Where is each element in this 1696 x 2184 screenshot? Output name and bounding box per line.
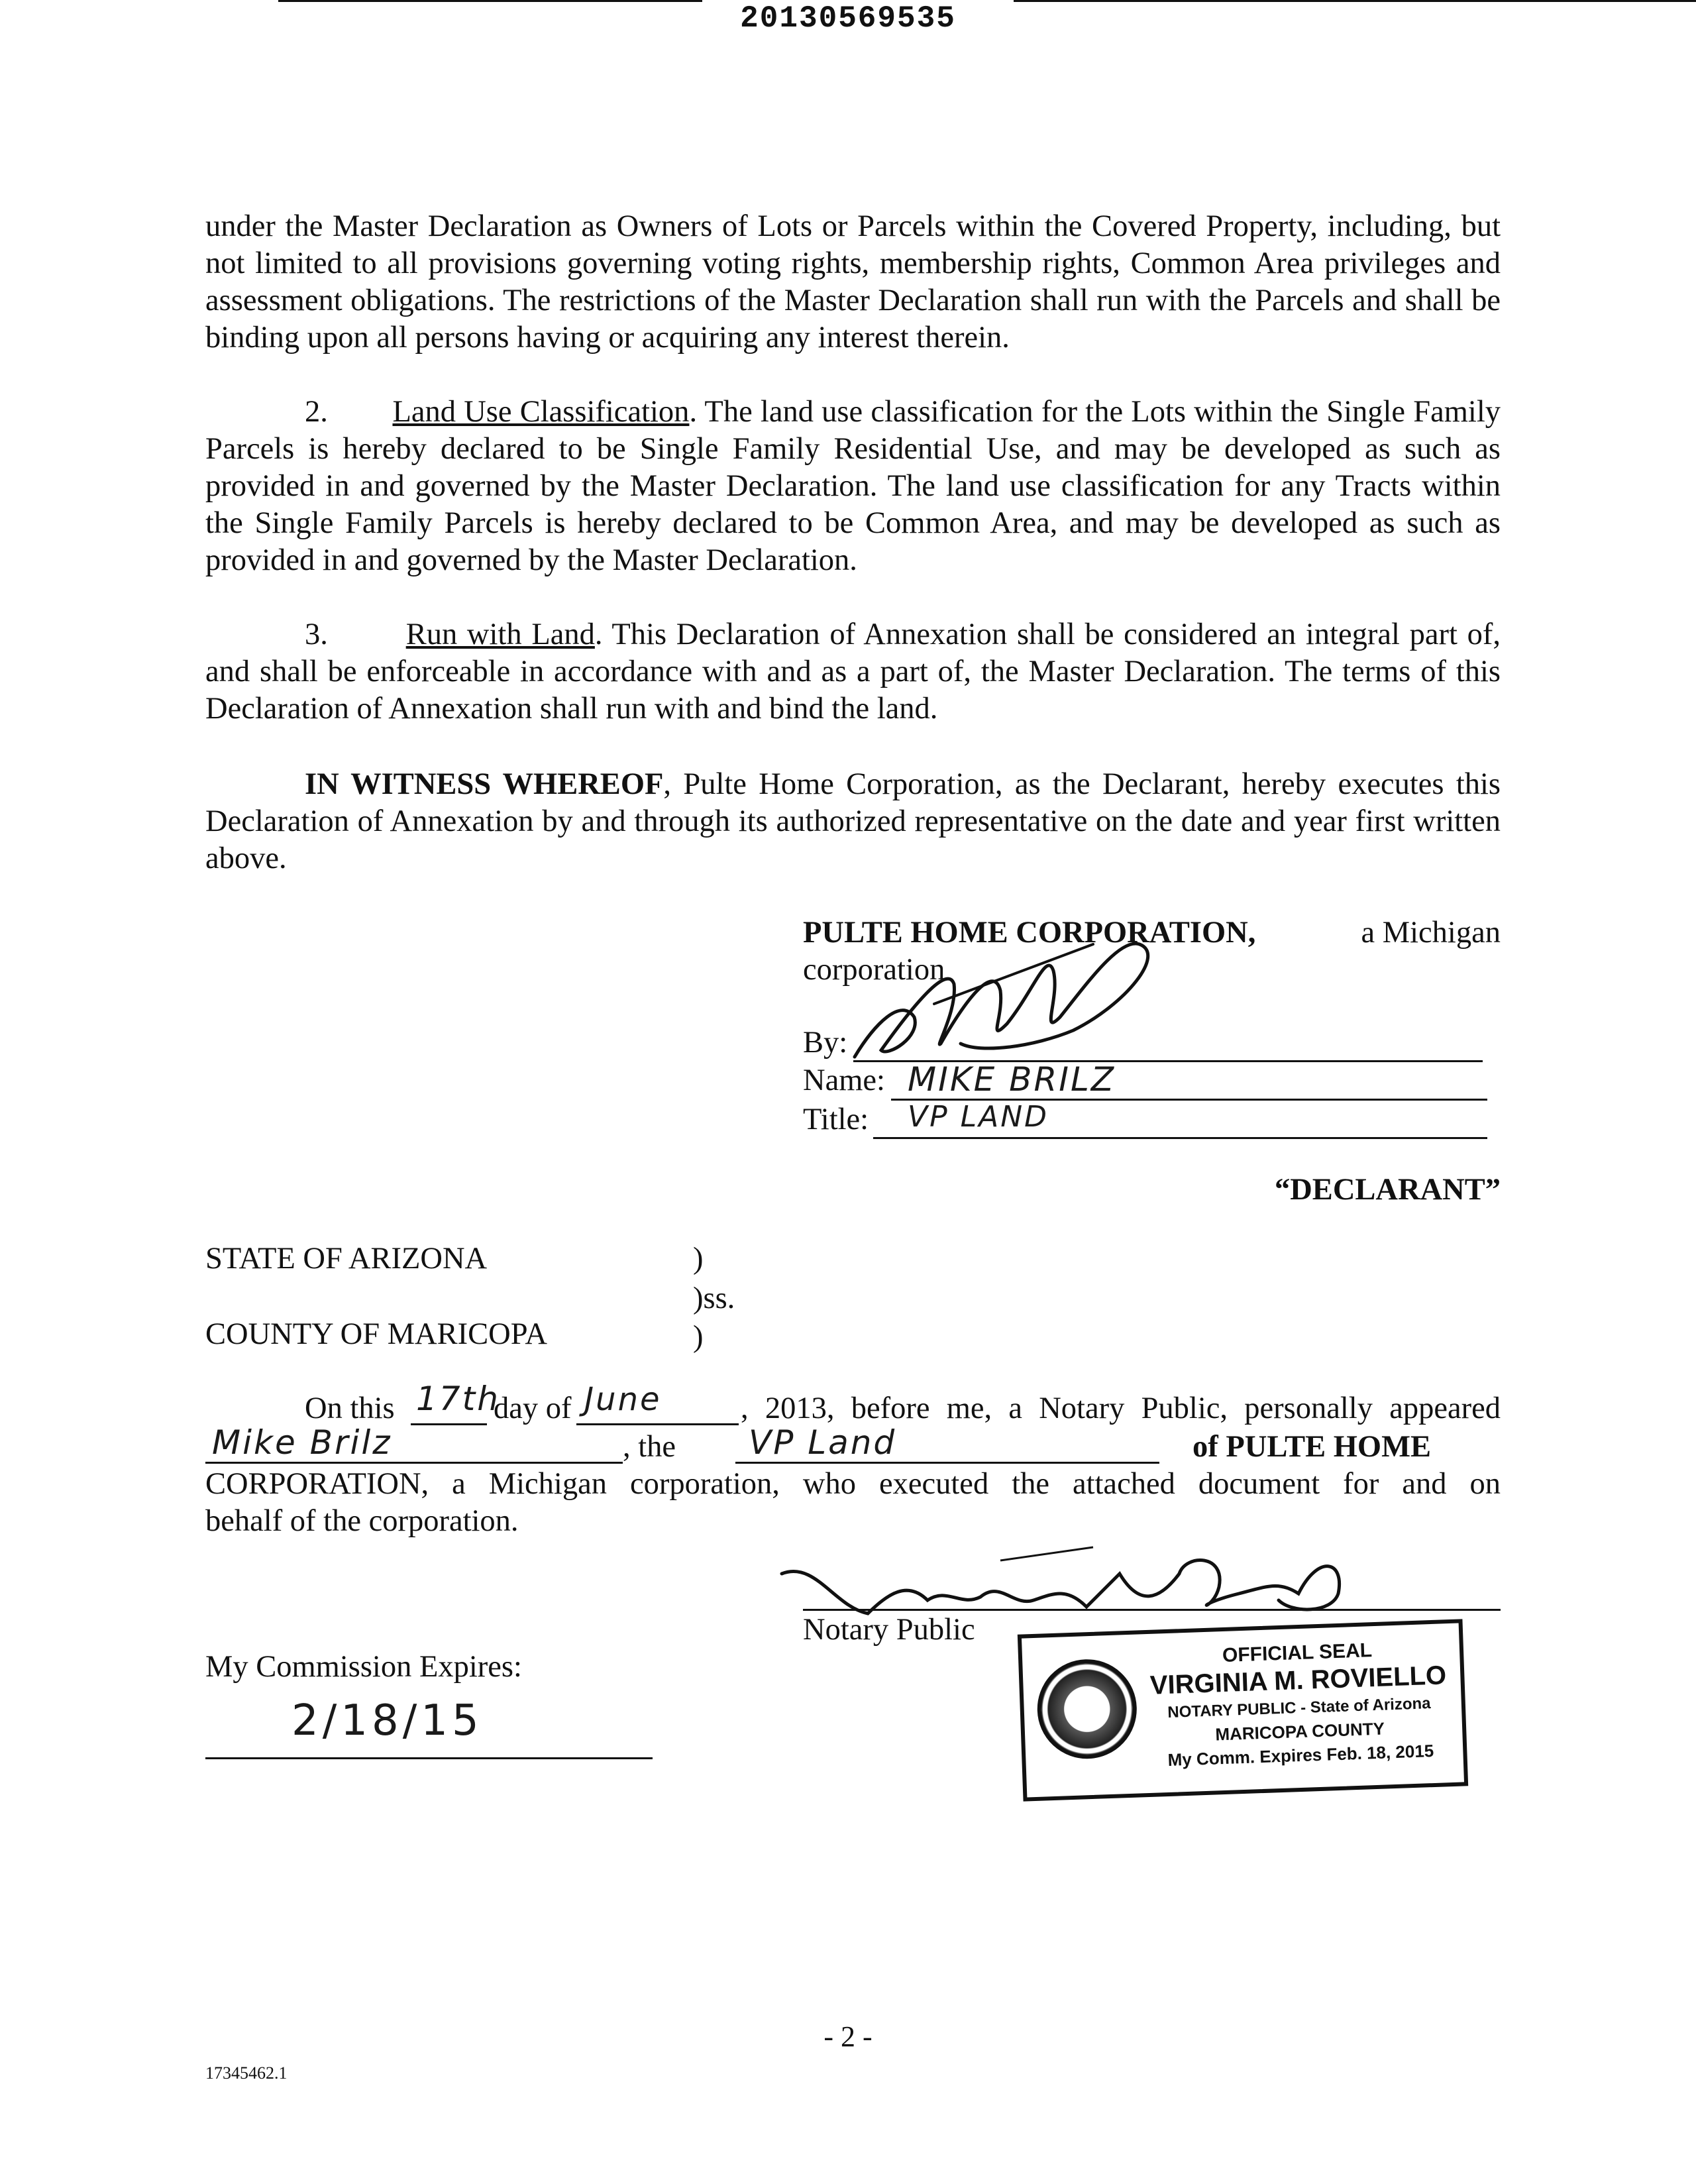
commission-line	[205, 1757, 653, 1759]
ack-day-of: day of	[494, 1392, 572, 1425]
notary-stamp	[1018, 1619, 1468, 1801]
witness-lead: IN WITNESS WHEREOF	[305, 767, 664, 801]
name-value: MIKE BRILZ	[908, 1060, 1116, 1099]
stamp-line-1: NOTARY PUBLIC - State of Arizona	[1167, 1694, 1431, 1721]
signature-company: PULTE HOME CORPORATION,	[803, 916, 1256, 950]
section-2	[205, 394, 1501, 579]
ack-month-line	[576, 1423, 739, 1425]
signature-company-desc: a Michigan	[1361, 916, 1501, 950]
ack-line-3: CORPORATION, a Michigan corporation, who executed the attached document for and on	[205, 1467, 1501, 1501]
venue-ss: )ss.	[693, 1282, 735, 1315]
section-2-heading: Land Use Classification	[392, 395, 690, 429]
ack-of-company	[1192, 1429, 1501, 1466]
section-3	[205, 616, 1501, 728]
witness-text: , Pulte Home Corporation, as the Declarant, hereby executes this Declaration of Annexation by and through its authorized representative on the date and year first written above.	[205, 767, 1501, 875]
stamp-title: OFFICIAL SEAL	[1222, 1639, 1373, 1667]
ack-day-value: 17th	[416, 1380, 500, 1418]
witness-paragraph	[205, 766, 1501, 877]
stamp-name: VIRGINIA M. ROVIELLO	[1149, 1661, 1447, 1700]
section-3-text: . This Declaration of Annexation shall be considered an integral part of, and shall be enforceable in accordance with and as a part of, the Master Declaration. The terms of this Declaration of Annexation shall run with and bind the land.	[205, 618, 1501, 726]
ack-line-4: behalf of the corporation.	[205, 1504, 519, 1538]
section-2-number: 2.	[305, 395, 328, 429]
stamp-line-2: MARICOPA COUNTY	[1214, 1718, 1385, 1745]
name-label: Name:	[803, 1064, 885, 1097]
title-line	[873, 1137, 1487, 1139]
ack-the: , the	[623, 1430, 676, 1464]
section-3-number: 3.	[305, 618, 328, 651]
declarant-label: “DECLARANT”	[1274, 1173, 1501, 1207]
ack-person-line	[205, 1462, 623, 1464]
venue-state: STATE OF ARIZONA	[205, 1242, 488, 1276]
commission-value: 2/18/15	[292, 1696, 483, 1745]
commission-label: My Commission Expires:	[205, 1650, 522, 1684]
section-3-heading: Run with Land	[405, 618, 595, 651]
ack-title-value: VP Land	[749, 1423, 897, 1462]
title-value: VP LAND	[908, 1100, 1049, 1134]
ack-title-line	[735, 1462, 1159, 1464]
page-number: - 2 -	[823, 2020, 873, 2053]
record-number: 20130569535	[740, 1, 956, 36]
state-seal-icon	[1035, 1658, 1138, 1761]
signature-company-desc-2: corporation	[803, 953, 945, 987]
document-id: 17345462.1	[205, 2063, 288, 2083]
venue-county: COUNTY OF MARICOPA	[205, 1317, 547, 1351]
title-label: Title:	[803, 1103, 869, 1136]
by-label: By:	[803, 1026, 848, 1060]
ack-on-this: On this	[305, 1392, 395, 1425]
ack-after-month: , 2013, before me, a Notary Public, personally appeared	[741, 1392, 1501, 1425]
continued-paragraph: under the Master Declaration as Owners of Lots or Parcels within the Covered Property, including, but not limited to all provisions governing voting rights, membership rights, Common Area privileges and assessment obligations. The restrictions of the Master Declaration shall run with the Parcels and shall be binding upon all persons having or acquiring any interest therein.	[205, 209, 1501, 355]
declarant-signature	[835, 924, 1179, 1077]
ack-month-value: June	[584, 1381, 662, 1418]
section-2-text: . The land use classification for the Lots within the Single Family Parcels is hereby declared to be Single Family Residential Use, and may be developed as such as provided in and governed by the Master Declaration. The land use classification for any Tracts within the Single Family Parcels is hereby declared to be Common Area, and may be developed as such as provided in and governed by the Master Declaration.	[205, 395, 1501, 577]
notary-label: Notary Public	[803, 1613, 975, 1647]
ack-day-line	[411, 1423, 487, 1425]
stamp-line-3: My Comm. Expires Feb. 18, 2015	[1167, 1740, 1434, 1770]
venue-paren-1: )	[693, 1242, 704, 1276]
venue-paren-2: )	[693, 1320, 704, 1354]
ack-person-value: Mike Brilz	[212, 1423, 392, 1462]
ack-of-company-text: of PULTE HOME	[1192, 1430, 1431, 1464]
notary-signature-line	[803, 1609, 1501, 1611]
